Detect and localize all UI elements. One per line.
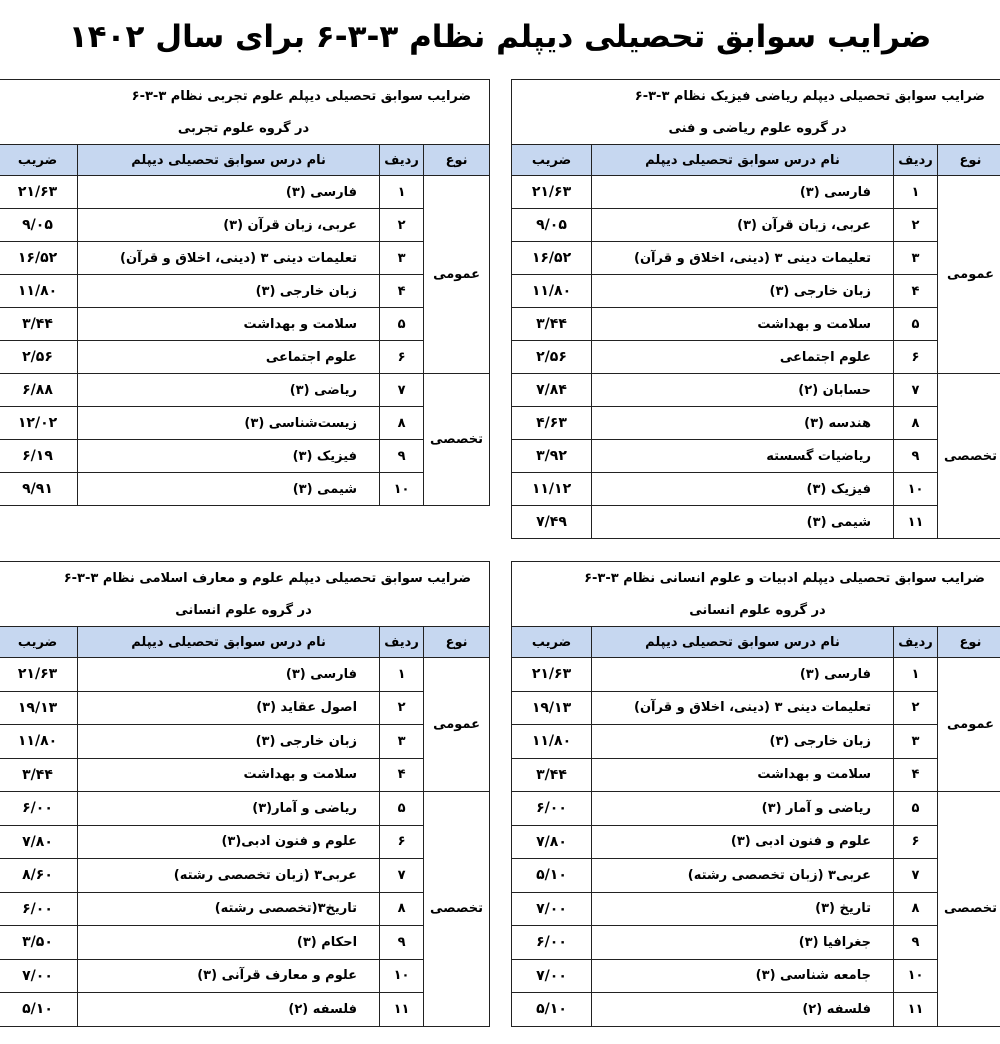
table-row (512, 473, 1000, 506)
table-subtitle: در گروه علوم تجربی (0, 112, 490, 145)
table-row (0, 658, 490, 692)
coefficient-value: ۳/۴۴ (512, 308, 592, 341)
table-title: ضرایب سوابق تحصیلی دیپلم ادبیات و علوم انسانی نظام ۳-۳-۶ (512, 562, 1000, 595)
row-number: ۱۱ (894, 506, 938, 539)
coefficient-value: ۳/۴۴ (0, 758, 78, 792)
course-name: علوم اجتماعی (592, 341, 894, 374)
row-number: ۶ (894, 341, 938, 374)
course-name: زیست‌شناسی (۳) (78, 407, 380, 440)
coefficient-value: ۱۹/۱۳ (0, 691, 78, 725)
table-row (0, 691, 490, 725)
header-row: ردیف (380, 145, 424, 176)
course-name: فلسفه (۲) (592, 993, 894, 1027)
header-coefficient: ضریب (512, 145, 592, 176)
coefficient-value: ۷/۸۰ (0, 825, 78, 859)
table-row (0, 176, 490, 209)
course-name: ریاضی و آمار (۳) (592, 792, 894, 826)
coefficient-value: ۵/۱۰ (512, 859, 592, 893)
coefficient-value: ۹/۰۵ (512, 209, 592, 242)
course-type-cell: عمومی (938, 176, 1000, 374)
header-course: نام درس سوابق تحصیلی دیپلم (78, 145, 380, 176)
course-name: تعلیمات دینی ۳ (دینی، اخلاق و قرآن) (592, 691, 894, 725)
coefficient-value: ۷/۰۰ (512, 892, 592, 926)
course-name: عربی، زبان قرآن (۳) (78, 209, 380, 242)
coefficient-value: ۷/۸۴ (512, 374, 592, 407)
course-name: ریاضیات گسسته (592, 440, 894, 473)
row-number: ۲ (380, 209, 424, 242)
course-name: فارسی (۳) (78, 176, 380, 209)
course-name: شیمی (۳) (592, 506, 894, 539)
row-number: ۸ (894, 407, 938, 440)
course-name: سلامت و بهداشت (78, 758, 380, 792)
experimental-sciences-table (0, 79, 490, 506)
table-row (512, 176, 1000, 209)
coefficient-value: ۱۱/۸۰ (0, 725, 78, 759)
row-number: ۱ (894, 176, 938, 209)
header-type: نوع (938, 145, 1000, 176)
coefficient-value: ۷/۰۰ (512, 959, 592, 993)
coefficient-value: ۹/۰۵ (0, 209, 78, 242)
course-name: تاریخ۳(تخصصی رشته) (78, 892, 380, 926)
coefficient-value: ۵/۱۰ (512, 993, 592, 1027)
table-row (512, 440, 1000, 473)
course-type-cell: عمومی (424, 658, 490, 792)
row-number: ۱ (380, 176, 424, 209)
table-row (0, 407, 490, 440)
course-name: علوم و معارف قرآنی (۳) (78, 959, 380, 993)
table-row (512, 374, 1000, 407)
row-number: ۳ (894, 242, 938, 275)
row-number: ۱۰ (380, 473, 424, 506)
header-course: نام درس سوابق تحصیلی دیپلم (592, 145, 894, 176)
coefficient-value: ۱۹/۱۳ (512, 691, 592, 725)
coefficient-value: ۲۱/۶۳ (0, 658, 78, 692)
row-number: ۷ (380, 859, 424, 893)
course-name: فیزیک (۳) (78, 440, 380, 473)
course-name: تعلیمات دینی ۳ (دینی، اخلاق و قرآن) (78, 242, 380, 275)
course-name: سلامت و بهداشت (592, 758, 894, 792)
table-row (512, 792, 1000, 826)
course-name: سلامت و بهداشت (78, 308, 380, 341)
coefficient-value: ۷/۰۰ (0, 959, 78, 993)
row-number: ۷ (894, 859, 938, 893)
table-row (512, 658, 1000, 692)
table-row (512, 209, 1000, 242)
coefficient-value: ۲۱/۶۳ (0, 176, 78, 209)
course-name: فارسی (۳) (592, 658, 894, 692)
coefficient-value: ۶/۱۹ (0, 440, 78, 473)
table-row (0, 209, 490, 242)
table-row (512, 993, 1000, 1027)
islamic-studies-table (0, 561, 490, 1027)
row-number: ۸ (380, 892, 424, 926)
row-number: ۳ (380, 725, 424, 759)
coefficient-value: ۲۱/۶۳ (512, 658, 592, 692)
row-number: ۵ (380, 792, 424, 826)
course-name: علوم و فنون ادبی (۳) (592, 825, 894, 859)
coefficient-value: ۱۱/۸۰ (512, 725, 592, 759)
course-name: زبان خارجی (۳) (78, 725, 380, 759)
course-name: جامعه شناسی (۳) (592, 959, 894, 993)
coefficient-value: ۳/۴۴ (512, 758, 592, 792)
course-name: تعلیمات دینی ۳ (دینی، اخلاق و قرآن) (592, 242, 894, 275)
coefficient-value: ۶/۰۰ (0, 892, 78, 926)
page-title: ضرایب سوابق تحصیلی دیپلم نظام ۳-۳-۶ برای سال ۱۴۰۲ (68, 19, 932, 55)
course-name: عربی، زبان قرآن (۳) (592, 209, 894, 242)
row-number: ۶ (380, 825, 424, 859)
table-row (512, 892, 1000, 926)
header-coefficient: ضریب (512, 627, 592, 658)
course-name: تاریخ (۳) (592, 892, 894, 926)
course-name: احکام (۳) (78, 926, 380, 960)
coefficient-value: ۶/۰۰ (0, 792, 78, 826)
row-number: ۹ (380, 926, 424, 960)
table-title: ضرایب سوابق تحصیلی دیپلم علوم و معارف اسلامی نظام ۳-۳-۶ (0, 562, 490, 595)
row-number: ۲ (380, 691, 424, 725)
table-row (512, 825, 1000, 859)
row-number: ۴ (380, 275, 424, 308)
course-name: ریاضی (۳) (78, 374, 380, 407)
table-row (0, 440, 490, 473)
row-number: ۱۰ (894, 959, 938, 993)
table-row (0, 308, 490, 341)
table-row (512, 926, 1000, 960)
math-physics-table (511, 79, 1000, 539)
header-row: ردیف (380, 627, 424, 658)
row-number: ۹ (894, 440, 938, 473)
table-row (0, 242, 490, 275)
course-name: فارسی (۳) (592, 176, 894, 209)
coefficient-value: ۱۲/۰۲ (0, 407, 78, 440)
table-subtitle: در گروه علوم انسانی (512, 594, 1000, 627)
header-course: نام درس سوابق تحصیلی دیپلم (78, 627, 380, 658)
course-type-cell: عمومی (424, 176, 490, 374)
course-name: زبان خارجی (۳) (78, 275, 380, 308)
course-name: عربی۳ (زبان تخصصی رشته) (592, 859, 894, 893)
header-row: ردیف (894, 145, 938, 176)
table-row (0, 275, 490, 308)
coefficient-value: ۱۶/۵۲ (0, 242, 78, 275)
row-number: ۳ (894, 725, 938, 759)
row-number: ۸ (894, 892, 938, 926)
table-row (0, 341, 490, 374)
coefficient-value: ۷/۴۹ (512, 506, 592, 539)
table-row (512, 725, 1000, 759)
header-coefficient: ضریب (0, 627, 78, 658)
table-row (0, 993, 490, 1027)
row-number: ۹ (894, 926, 938, 960)
row-number: ۵ (894, 792, 938, 826)
table-row (0, 758, 490, 792)
table-row (0, 725, 490, 759)
row-number: ۷ (894, 374, 938, 407)
course-name: علوم و فنون ادبی(۳) (78, 825, 380, 859)
table-row (512, 506, 1000, 539)
coefficient-value: ۸/۶۰ (0, 859, 78, 893)
course-name: زبان خارجی (۳) (592, 275, 894, 308)
course-name: ریاضی و آمار(۳) (78, 792, 380, 826)
coefficient-value: ۱۱/۸۰ (512, 275, 592, 308)
table-row (0, 959, 490, 993)
table-row (512, 407, 1000, 440)
coefficient-value: ۱۱/۱۲ (512, 473, 592, 506)
row-number: ۱۱ (894, 993, 938, 1027)
course-type-cell: عمومی (938, 658, 1000, 792)
row-number: ۸ (380, 407, 424, 440)
header-type: نوع (938, 627, 1000, 658)
header-course: نام درس سوابق تحصیلی دیپلم (592, 627, 894, 658)
table-row (512, 275, 1000, 308)
table-title: ضرایب سوابق تحصیلی دیپلم ریاضی فیزیک نظام ۳-۳-۶ (512, 80, 1000, 113)
table-row (0, 859, 490, 893)
row-number: ۳ (380, 242, 424, 275)
coefficient-value: ۳/۹۲ (512, 440, 592, 473)
course-name: هندسه (۳) (592, 407, 894, 440)
coefficient-value: ۶/۸۸ (0, 374, 78, 407)
table-row (512, 341, 1000, 374)
coefficient-value: ۲۱/۶۳ (512, 176, 592, 209)
course-name: فارسی (۳) (78, 658, 380, 692)
header-type: نوع (424, 145, 490, 176)
table-row (0, 473, 490, 506)
row-number: ۱ (894, 658, 938, 692)
table-row (512, 308, 1000, 341)
course-name: سلامت و بهداشت (592, 308, 894, 341)
course-name: علوم اجتماعی (78, 341, 380, 374)
table-row (512, 959, 1000, 993)
header-type: نوع (424, 627, 490, 658)
row-number: ۴ (894, 275, 938, 308)
coefficient-value: ۶/۰۰ (512, 792, 592, 826)
coefficient-value: ۲/۵۶ (512, 341, 592, 374)
course-name: اصول عقاید (۳) (78, 691, 380, 725)
row-number: ۴ (380, 758, 424, 792)
header-row: ردیف (894, 627, 938, 658)
humanities-table (511, 561, 1000, 1027)
row-number: ۵ (380, 308, 424, 341)
row-number: ۲ (894, 209, 938, 242)
table-subtitle: در گروه علوم ریاضی و فنی (512, 112, 1000, 145)
row-number: ۷ (380, 374, 424, 407)
row-number: ۵ (894, 308, 938, 341)
table-row (512, 242, 1000, 275)
coefficient-value: ۱۱/۸۰ (0, 275, 78, 308)
table-subtitle: در گروه علوم انسانی (0, 594, 490, 627)
course-name: شیمی (۳) (78, 473, 380, 506)
row-number: ۹ (380, 440, 424, 473)
coefficient-value: ۳/۴۴ (0, 308, 78, 341)
coefficient-value: ۶/۰۰ (512, 926, 592, 960)
course-name: فیزیک (۳) (592, 473, 894, 506)
table-row (512, 691, 1000, 725)
coefficient-value: ۵/۱۰ (0, 993, 78, 1027)
course-type-cell: تخصصی (938, 792, 1000, 1027)
coefficient-value: ۳/۵۰ (0, 926, 78, 960)
table-row (0, 892, 490, 926)
table-row (0, 825, 490, 859)
table-row (512, 758, 1000, 792)
coefficient-value: ۴/۶۳ (512, 407, 592, 440)
row-number: ۶ (894, 825, 938, 859)
table-row (0, 926, 490, 960)
course-type-cell: تخصصی (424, 374, 490, 506)
course-name: حسابان (۲) (592, 374, 894, 407)
row-number: ۶ (380, 341, 424, 374)
coefficient-value: ۱۶/۵۲ (512, 242, 592, 275)
course-name: جغرافیا (۳) (592, 926, 894, 960)
header-coefficient: ضریب (0, 145, 78, 176)
row-number: ۲ (894, 691, 938, 725)
course-type-cell: تخصصی (424, 792, 490, 1027)
row-number: ۱۱ (380, 993, 424, 1027)
coefficient-value: ۷/۸۰ (512, 825, 592, 859)
row-number: ۴ (894, 758, 938, 792)
course-name: فلسفه (۲) (78, 993, 380, 1027)
course-name: زبان خارجی (۳) (592, 725, 894, 759)
table-title: ضرایب سوابق تحصیلی دیپلم علوم تجربی نظام ۳-۳-۶ (0, 80, 490, 113)
row-number: ۱۰ (894, 473, 938, 506)
table-row (512, 859, 1000, 893)
row-number: ۱ (380, 658, 424, 692)
row-number: ۱۰ (380, 959, 424, 993)
course-name: عربی۳ (زبان تخصصی رشته) (78, 859, 380, 893)
course-type-cell: تخصصی (938, 374, 1000, 539)
coefficient-value: ۲/۵۶ (0, 341, 78, 374)
table-row (0, 374, 490, 407)
table-row (0, 792, 490, 826)
coefficient-value: ۹/۹۱ (0, 473, 78, 506)
